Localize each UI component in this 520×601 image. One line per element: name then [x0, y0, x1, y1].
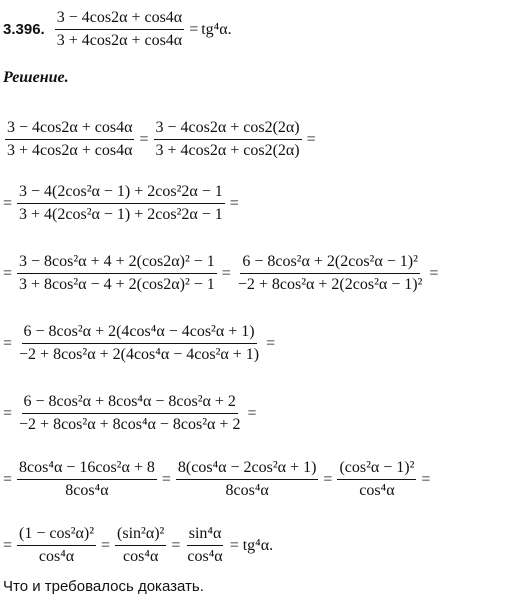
fraction-numerator: (cos²α − 1)²: [337, 458, 416, 480]
fraction-numerator: 6 − 8cos²α + 2(4cos⁴α − 4cos²α + 1): [22, 322, 257, 344]
equals-sign: = tg⁴α.: [229, 536, 274, 554]
equals-sign: =: [247, 404, 257, 422]
problem-fraction: [55, 8, 184, 51]
problem-rhs: tg⁴α.: [201, 20, 232, 38]
fraction: [185, 524, 224, 567]
fraction-denominator: 8cos⁴α: [225, 482, 269, 499]
fraction: [176, 458, 319, 501]
equals-sign: =: [189, 20, 199, 38]
fraction: [17, 182, 225, 225]
equals-sign: =: [171, 536, 181, 554]
fraction-denominator: 3 + 8cos²α − 4 + 2(cos2α)² − 1: [19, 276, 215, 293]
solution-step: [3, 458, 433, 501]
equals-sign: =: [3, 536, 13, 554]
fraction: [236, 252, 425, 295]
fraction-numerator: 8cos⁴α − 16cos²α + 8: [17, 458, 157, 480]
fraction: [5, 118, 134, 161]
equals-sign: =: [306, 130, 316, 148]
solution-step: [3, 392, 259, 435]
fraction-denominator: cos⁴α: [187, 548, 223, 565]
solution-step: [3, 524, 276, 567]
equals-sign: =: [139, 130, 149, 148]
fraction: [17, 458, 157, 501]
fraction-denominator: cos⁴α: [359, 482, 395, 499]
fraction-denominator: 3 + 4(2cos²α − 1) + 2cos²2α − 1: [19, 206, 223, 223]
equals-sign: =: [3, 404, 13, 422]
fraction: [337, 458, 416, 501]
fraction: [154, 118, 302, 161]
fraction-denominator: −2 + 8cos²α + 2(4cos⁴α − 4cos²α + 1): [19, 346, 260, 363]
fraction-denominator: 8cos⁴α: [65, 482, 109, 499]
fraction-denominator: cos⁴α: [38, 548, 75, 565]
equals-sign: =: [266, 334, 276, 352]
equals-sign: =: [421, 470, 431, 488]
fraction: [115, 524, 166, 567]
equals-sign: =: [161, 470, 171, 488]
fraction: [17, 252, 217, 295]
fraction: [17, 322, 261, 365]
fraction-denominator: −2 + 8cos²α + 2(2cos²α − 1)²: [237, 276, 423, 293]
solution-heading: Решение.: [3, 69, 69, 86]
equals-sign: =: [221, 264, 231, 282]
fraction-denominator: cos⁴α: [123, 548, 159, 565]
fraction: [17, 392, 242, 435]
solution-step: [3, 118, 319, 161]
fraction-denominator: −2 + 8cos²α + 8cos⁴α − 8cos²α + 2: [19, 416, 241, 433]
equals-sign: =: [429, 264, 439, 282]
solution-step: [3, 182, 242, 225]
fraction-numerator: 3 − 4(2cos²α − 1) + 2cos²2α − 1: [17, 182, 225, 204]
fraction-numerator: sin⁴α: [187, 524, 224, 546]
equals-sign: =: [101, 536, 111, 554]
fraction-numerator: 3 − 4cos2α + cos4α: [5, 118, 134, 140]
equals-sign: =: [229, 194, 239, 212]
equals-sign: =: [3, 470, 13, 488]
solution-step: [3, 252, 441, 295]
problem-number: 3.396.: [3, 21, 45, 38]
fraction-numerator: 3 − 8cos²α + 4 + 2(cos2α)² − 1: [17, 252, 217, 274]
fraction-numerator: 3 − 4cos2α + cos4α: [55, 8, 184, 30]
equals-sign: =: [323, 470, 333, 488]
equals-sign: =: [3, 334, 13, 352]
fraction-numerator: 8(cos⁴α − 2cos²α + 1): [176, 458, 319, 480]
fraction-numerator: 6 − 8cos²α + 8cos⁴α − 8cos²α + 2: [22, 392, 238, 414]
solution-step: [3, 322, 278, 365]
equals-sign: =: [3, 194, 13, 212]
fraction-numerator: (sin²α)²: [115, 524, 166, 546]
fraction-numerator: 3 − 4cos2α + cos2(2α): [154, 118, 302, 140]
fraction-denominator: 3 + 4cos2α + cos4α: [7, 142, 133, 159]
fraction-denominator: 3 + 4cos2α + cos4α: [56, 32, 183, 49]
conclusion-text: Что и требовалось доказать.: [3, 578, 204, 595]
fraction-numerator: (1 − cos²α)²: [17, 524, 96, 546]
problem-statement: [3, 8, 232, 51]
fraction: [17, 524, 96, 567]
equals-sign: =: [3, 264, 13, 282]
fraction-numerator: 6 − 8cos²α + 2(2cos²α − 1)²: [240, 252, 420, 274]
fraction-denominator: 3 + 4cos2α + cos2(2α): [155, 142, 300, 159]
